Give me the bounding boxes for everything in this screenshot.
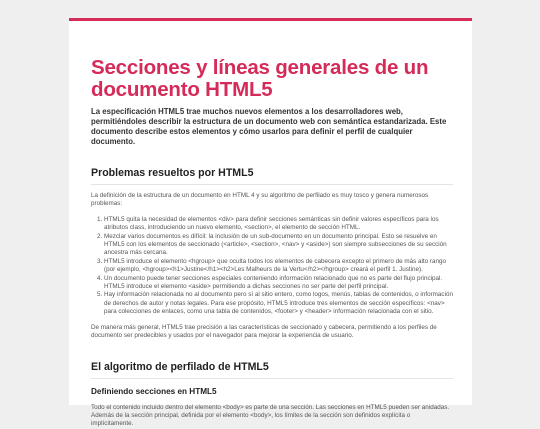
subsection-text: Todo el contenido incluido dentro del elemento <body> es parte de una sección. Las secciones en HTML5 pueden ser anidadas. Además de la sección principal, definida por el elemento <body>, los límites de la sección son definidos explícita o implícitamente. — [91, 403, 450, 428]
list-item: 1. HTML5 quita la necesidad de elementos <div> para definir secciones semánticas sin definir valores específicos para los atributos class, introduciendo un nuevo elemento, <section>, el elemento de sección HTML. — [104, 216, 453, 233]
section-divider — [91, 184, 453, 185]
list-item: 2. Mezclar varios documentos es difícil: la inclusión de un sub-documento en un documento principal. Esto se resuelve en HTML5 con los elementos de seccionado (<article>, <section>, <nav> y <aside>) son siempre subsecciones de su sección ancestra más cercana. — [104, 233, 453, 258]
document-page — [69, 18, 472, 428]
list-item: 4. Un documento puede tener secciones especiales conteniendo información relacionado que no es parte del flujo principal. HTML5 introduce el elemento <aside> permitiendo a dichas secciones no ser parte del perfil principal. — [104, 275, 453, 292]
section-divider — [91, 378, 453, 379]
problems-outro: De manera más general, HTML5 trae precisión a las características de seccionado y cabecera, permitiendo a los perfiles de documento ser predecibles y usados por el navegador para mejorar la experiencia de usuario. — [91, 323, 437, 340]
problems-list — [91, 216, 453, 317]
lead-paragraph: La especificación HTML5 trae muchos nuevos elementos a los desarrolladores web, permitiéndoles describir la estructura de un documento web con semántica estandarizada. Este documento describe estos elementos y cómo usarlos para definir el perfil de cualquier documento. — [91, 107, 447, 146]
problems-intro: La definición de la estructura de un documento en HTML 4 y su algoritmo de perfilado es muy tosco y genera numerosos problemas: — [91, 192, 429, 208]
list-item: 5. Hay información relacionada no al documento pero sí al sitio entero, como logos, menús, tablas de contenidos, o información de derechos de autor y notas legales. Para ese propósito, HTML5 introduce tres elementos de sección específicos: <nav> para colecciones de enlaces, como una tabla de contenidos, <footer> y <header> información relacionada con el sitio. — [104, 291, 453, 316]
article-content — [91, 57, 453, 429]
subsection-heading: Definiendo secciones en HTML5 — [91, 386, 217, 396]
section-heading-problems: Problemas resueltos por HTML5 — [91, 167, 254, 179]
list-item: 3. HTML5 introduce el elemento <hgroup> que oculta todos los elementos de cabecera excepto el primero de más alto rango (por ejemplo, <hgroup><h1>Justine</h1><h2>Les Malheurs de la Vertu</h2></hgroup> creará el perfil 1. Justine). — [104, 258, 453, 275]
page-title: Secciones y líneas generales de un documento HTML5 — [91, 56, 429, 101]
section-heading-algorithm: El algoritmo de perfilado de HTML5 — [91, 360, 269, 373]
